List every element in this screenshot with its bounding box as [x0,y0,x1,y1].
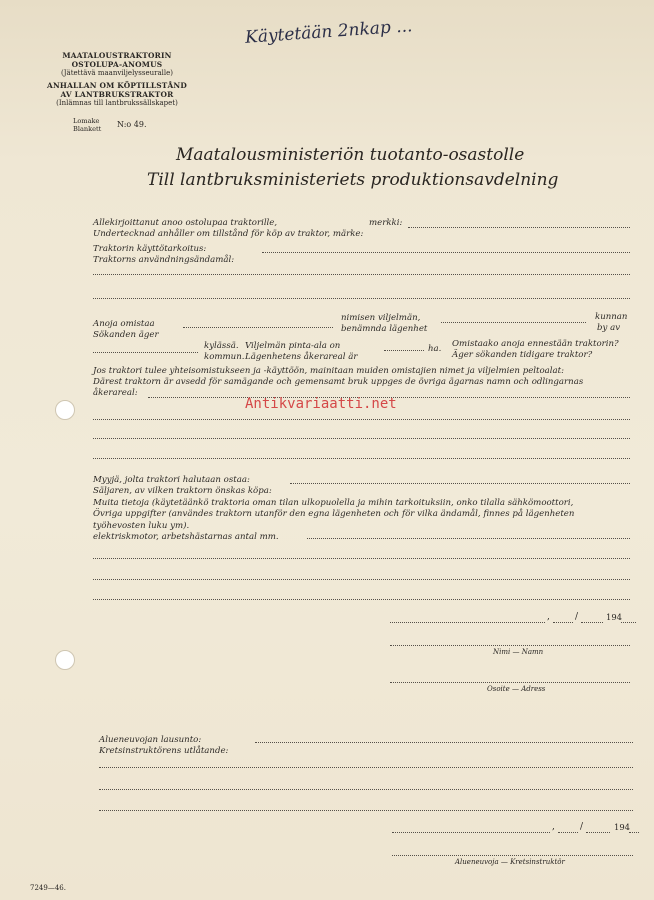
purpose-label-fi: Traktorin käyttötarkoitus: [93,244,207,254]
statement-label-sv: Kretsinstruktörens utlåtande: [99,746,229,756]
joint-field-4[interactable] [93,458,630,459]
advisor-year-field[interactable] [629,832,639,833]
joint-field-3[interactable] [93,438,630,439]
other-label-sv-1: Övriga uppgifter (användes traktorn utanför den egna lägenheten och för vilka ändamål, finnes på lägenheten [93,509,575,519]
handwritten-note: Käytetään 2nkap ... [244,16,413,48]
watermark: Antikvariaatti.net [245,396,397,412]
statement-field-3[interactable] [99,789,633,790]
month-field[interactable] [581,622,603,623]
punch-hole-bottom [55,650,75,670]
joint-label-fi: Jos traktori tulee yhteisomistukseen ja -käyttöön, mainitaan muiden omistajien nimet ja viljelmien peltoalat: [93,366,564,376]
year-label: 194 [606,612,622,622]
other-field-3[interactable] [93,579,630,580]
owner-farm-name-field[interactable] [183,327,333,328]
advisor-date-separator: , [552,822,555,832]
other-field-1[interactable] [307,538,630,539]
municipality-field[interactable] [441,322,586,323]
other-label-fi: Muita tietoja (käytetäänkö traktoria oman tilan ulkopuolella ja mihin tarkoituksiin, onko tilalla sähkömoottori, [93,498,574,508]
area-field[interactable] [384,350,424,351]
address-line[interactable] [390,682,630,683]
purpose-field-1[interactable] [262,252,630,253]
header-sv-title-2: AV LANTBRUKSTRAKTOR [60,90,174,99]
joint-field-2[interactable] [93,419,630,420]
other-label-sv-3: elektriskmotor, arbetshästarnas antal mm. [93,532,279,542]
advisor-place-field[interactable] [392,832,550,833]
make-field[interactable] [408,227,630,228]
applicant-label-sv: Undertecknad anhåller om tillstånd för köp av traktor, märke: [93,229,364,239]
municipality-label-fi: kunnan [595,312,628,322]
advisor-date-slash: / [580,822,584,832]
seller-field[interactable] [290,483,630,484]
date-slash: / [575,612,579,622]
purpose-label-sv: Traktorns användningsändamål: [93,255,235,265]
area-label-fi: Viljelmän pinta-ala on [245,341,341,351]
statement-field-2[interactable] [99,767,633,768]
advisor-signature-line[interactable] [392,855,633,856]
name-signature-line[interactable] [390,645,630,646]
village-label-sv: kommun. [204,352,245,362]
ha-label: ha. [428,344,442,354]
make-label-fi: merkki: [369,218,403,228]
title-fi: Maatalousministeriön tuotanto-osastolle [176,145,525,165]
header-fi-sub: (Jätettävä maanviljelysseuralle) [61,69,173,77]
header-sv-sub: (Inlämnas till lantbrukssällskapet) [56,99,178,107]
advisor-day-field[interactable] [558,832,578,833]
name-signature-label: Nimi — Namn [493,648,544,656]
header-sv-title-1: ANHALLAN OM KÖPTILLSTÅND [47,81,187,90]
statement-label-fi: Alueneuvojan lausunto: [99,735,202,745]
footer-code: 7249—46. [30,884,66,892]
statement-field-4[interactable] [99,810,633,811]
header-fi-title-1: MAATALOUSTRAKTORIN [62,51,172,60]
area-label-sv: Lägenhetens åkerareal är [245,352,358,362]
punch-hole-top [55,400,75,420]
farm-label-sv: benämnda lägenhet [341,324,428,334]
form-label-fi: Lomake [73,117,100,125]
advisor-signature-label: Alueneuvoja — Kretsinstruktör [455,858,565,866]
place-field[interactable] [390,622,545,623]
seller-label-sv: Säljaren, av vilken traktorn önskas köpa: [93,486,272,496]
other-field-4[interactable] [93,599,630,600]
purpose-field-3[interactable] [93,298,630,299]
form-number: N:o 49. [117,120,147,129]
joint-label-sv-1: Därest traktorn är avsedd för samägande och gemensamt bruk uppges de övriga ägarnas namn och odlingarnas [93,377,584,387]
year-field[interactable] [621,622,636,623]
prior-tractor-label-fi: Omistaako anoja ennestään traktorin? [452,339,619,349]
advisor-year-label: 194 [614,822,630,832]
purpose-field-2[interactable] [93,274,630,275]
other-field-2[interactable] [93,558,630,559]
seller-label-fi: Myyjä, jolta traktori halutaan ostaa: [93,475,250,485]
village-field[interactable] [93,352,198,353]
title-sv: Till lantbruksministeriets produktionsavdelning [147,170,559,190]
farm-label-fi: nimisen viljelmän, [341,313,421,323]
address-label: Osoite — Adress [487,685,546,693]
date-separator: , [547,612,550,622]
header-fi-title-2: OSTOLUPA-ANOMUS [71,60,163,69]
form-label-sv: Blankett [73,125,102,133]
applicant-label-fi: Allekirjoittanut anoo ostolupaa traktorille, [93,218,278,228]
village-label-fi: kylässä. [204,341,239,351]
owner-label-sv: Sökanden äger [93,330,159,340]
advisor-month-field[interactable] [586,832,610,833]
municipality-label-sv: by av [597,323,621,333]
day-field[interactable] [553,622,573,623]
joint-label-sv-2: åkerareal: [93,388,138,398]
other-label-sv-2: työhevosten luku ym). [93,521,190,531]
statement-field-1[interactable] [255,742,633,743]
prior-tractor-label-sv: Äger sökanden tidigare traktor? [452,350,593,360]
owner-label-fi: Anoja omistaa [93,319,155,329]
